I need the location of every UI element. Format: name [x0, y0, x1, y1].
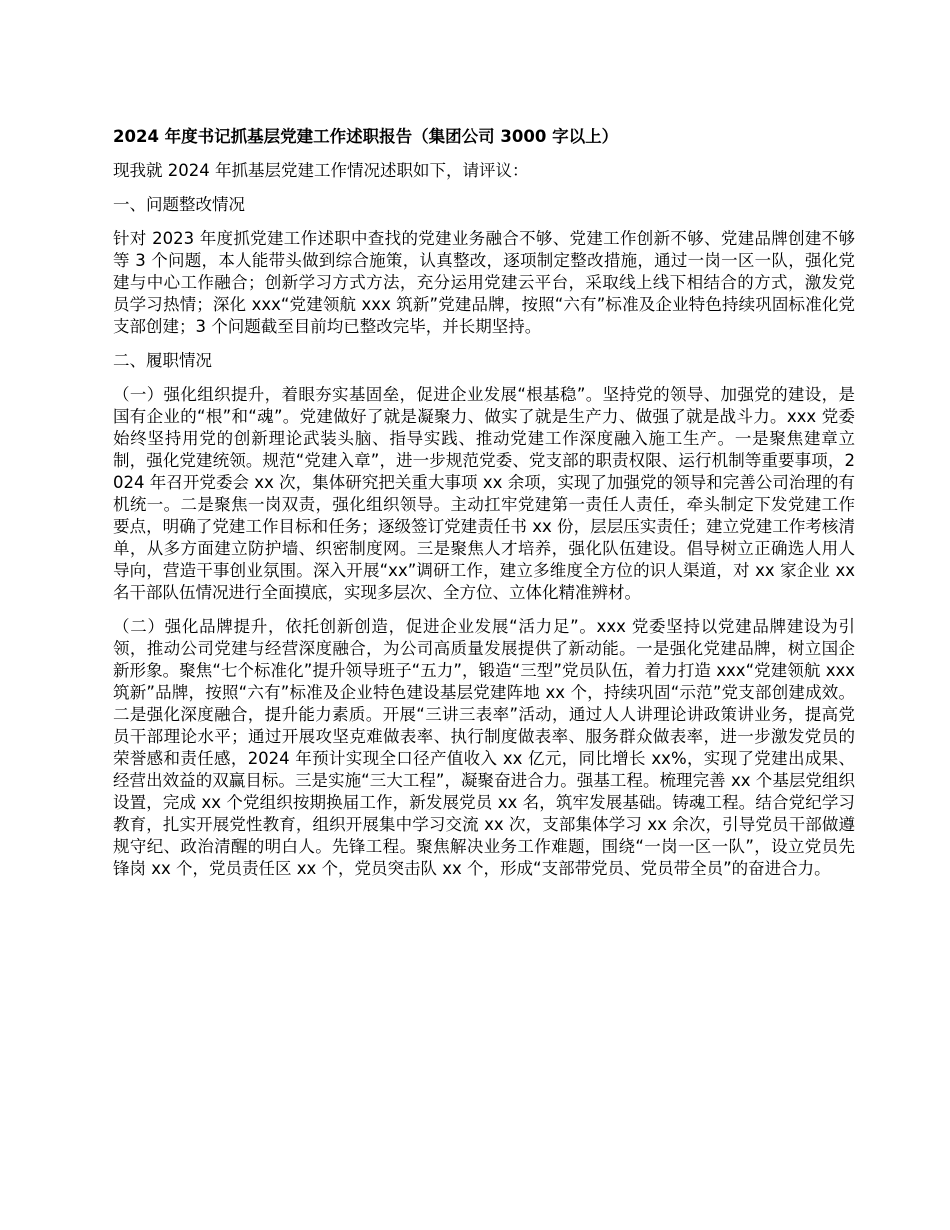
document-page	[113, 126, 855, 892]
section-heading-duty-performance: 二、履职情况	[113, 351, 212, 370]
document-title: 2024 年度书记抓基层党建工作述职报告（集团公司 3000 字以上）	[113, 127, 619, 146]
paragraph-brand-improvement: （二）强化品牌提升，依托创新创造，促进企业发展“活力足”。xxx 党委坚持以党建品牌建设为引领，推动公司党建与经营深度融合，为公司高质量发展提供了新动能。一是强化党建品牌，树立国企新形象。聚焦“七个标准化”提升领导班子“五力”，锻造“三型”党员队伍，着力打造 xxx“党建领航 xxx 筑新”品牌，按照“六有”标准及企业特色建设基层党建阵地 xx 个，持续巩固“示范”党支部创建成效。二是强化深度融合，提升能力素质。开展“三讲三表率”活动，通过人人讲理论讲政策讲业务，提高党员干部理论水平；通过开展攻坚克难做表率、执行制度做表率、服务群众做表率，进一步激发党员的荣誉感和责任感，2024 年预计实现全口径产值收入 xx 亿元，同比增长 xx%，实现了党建出成果、经营出效益的双赢目标。三是实施“三大工程”，凝聚奋进合力。强基工程。梳理完善 xx 个基层党组织设置，完成 xx 个党组织按期换届工作，新发展党员 xx 名，筑牢发展基础。铸魂工程。结合党纪学习教育，扎实开展党性教育，组织开展集中学习交流 xx 次，支部集体学习 xx 余次，引导党员干部做遵规守纪、政治清醒的明白人。先锋工程。聚焦解决业务工作难题，围绕“一岗一区一队”，设立党员先锋岗 xx 个，党员责任区 xx 个，党员突击队 xx 个，形成“支部带党员、党员带全员”的奋进合力。	[113, 617, 855, 878]
section-body-problem-rectification: 针对 2023 年度抓党建工作述职中查找的党建业务融合不够、党建工作创新不够、党建品牌创建不够等 3 个问题，本人能带头做到综合施策，认真整改，逐项制定整改措施，通过一岗一区一队，强化党建与中心工作融合；创新学习方式方法，充分运用党建云平台，采取线上线下相结合的方式，激发党员学习热情；深化 xxx“党建领航 xxx 筑新”党建品牌，按照“六有”标准及企业特色持续巩固标准化党支部创建；3 个问题截至目前均已整改完毕，并长期坚持。	[113, 229, 855, 336]
paragraph-organization-improvement: （一）强化组织提升，着眼夯实基固垒，促进企业发展“根基稳”。坚持党的领导、加强党的建设，是国有企业的“根”和“魂”。党建做好了就是凝聚力、做实了就是生产力、做强了就是战斗力。xxx 党委始终坚持用党的创新理论武装头脑、指导实践、推动党建工作深度融入施工生产。一是聚焦建章立制，强化党建统领。规范“党建入章”，进一步规范党委、党支部的职责权限、运行机制等重要事项，2024 年召开党委会 xx 次，集体研究把关重大事项 xx 余项，实现了加强党的领导和完善公司治理的有机统一。二是聚焦一岗双责，强化组织领导。主动扛牢党建第一责任人责任，牵头制定下发党建工作要点，明确了党建工作目标和任务；逐级签订党建责任书 xx 份，层层压实责任；建立党建工作考核清单，从多方面建立防护墙、织密制度网。三是聚焦人才培养，强化队伍建设。倡导树立正确选人用人导向，营造干事创业氛围。深入开展“xx”调研工作，建立多维度全方位的识人渠道，对 xx 家企业 xx 名干部队伍情况进行全面摸底，实现多层次、全方位、立体化精准辨材。	[113, 385, 855, 602]
intro-paragraph: 现我就 2024 年抓基层党建工作情况述职如下，请评议：	[113, 161, 529, 180]
section-heading-problem-rectification: 一、问题整改情况	[113, 195, 245, 214]
